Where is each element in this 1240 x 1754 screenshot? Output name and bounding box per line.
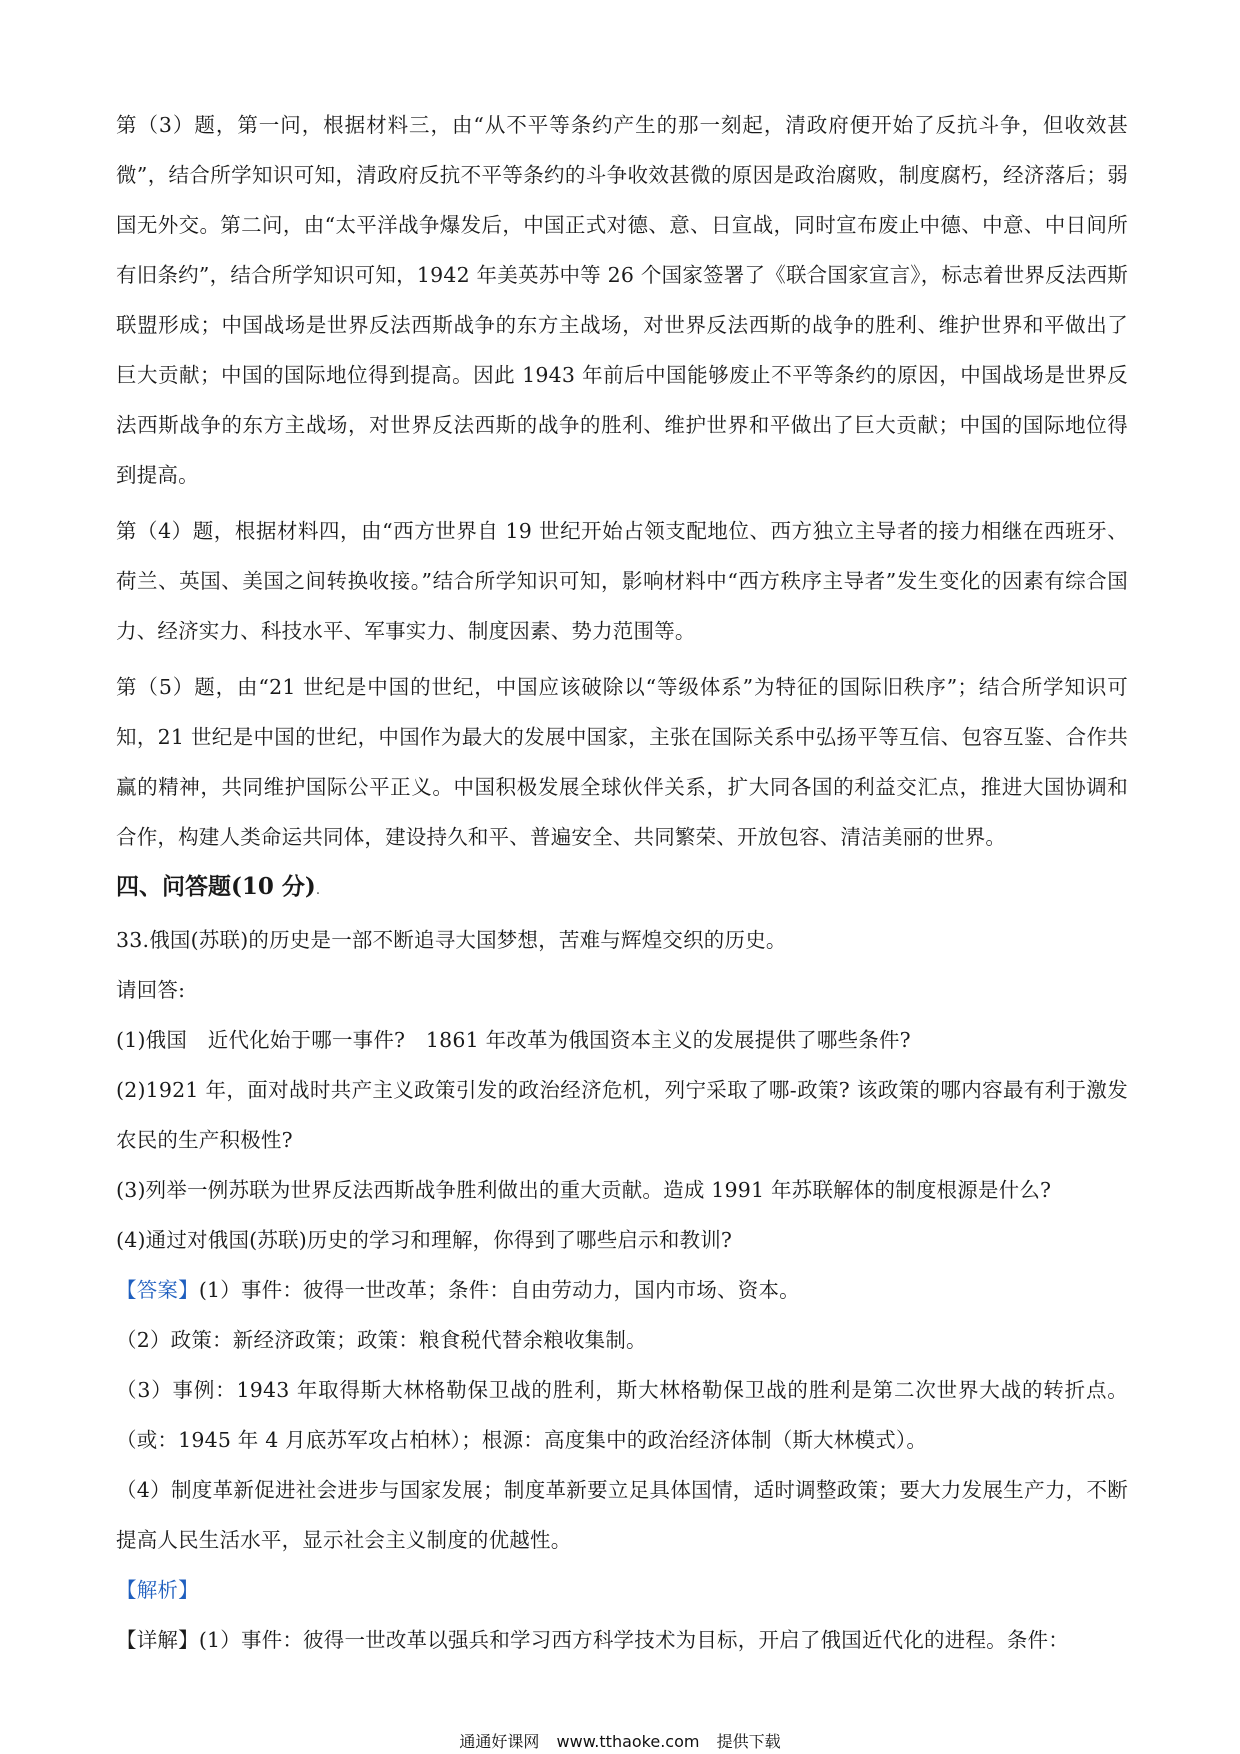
footer-note: 提供下载 bbox=[716, 1732, 781, 1751]
sub-question-2: (2)1921 年，面对战时共产主义政策引发的政治经济危机，列宁采取了哪-政策? 该政策的哪内容最有利于激发农民的生产积极性? bbox=[116, 1078, 1128, 1152]
analysis-tag: 【解析】 bbox=[116, 1578, 199, 1602]
sub-question-3: (3)列举一例苏联为世界反法西斯战争胜利做出的重大贡献。造成 1991 年苏联解体的制度根源是什么? bbox=[116, 1178, 1052, 1202]
section-heading-text: 四、问答题(10 分) bbox=[116, 873, 316, 900]
footer-site-name: 通通好课网 bbox=[459, 1732, 540, 1751]
paragraph-question-5: 第（5）题，由“21 世纪是中国的世纪，中国应该破除以“等级体系”为特征的国际旧秩序”；结合所学知识可知，21 世纪是中国的世纪，中国作为最大的发展中国家，主张在国际关系中弘扬平等互信、包容互鉴、合作共赢的精神，共同维护国际公平正义。中国积极发展全球伙伴关系，扩大同各国的利益交汇点，推进大国协调和合作，构建人类命运共同体，建设持久和平、普遍安全、共同繁荣、开放包容、清洁美丽的世界。 bbox=[116, 675, 1128, 849]
answer-4: （4）制度革新促进社会进步与国家发展；制度革新要立足具体国情，适时调整政策；要大力发展生产力，不断提高人民生活水平，显示社会主义制度的优越性。 bbox=[116, 1478, 1128, 1552]
paragraph-question-4: 第（4）题，根据材料四，由“西方世界自 19 世纪开始占领支配地位、西方独立主导者的接力相继在西班牙、荷兰、英国、美国之间转换收接。”结合所学知识可知，影响材料中“西方秩序主导者”发生变化的因素有综合国力、经济实力、科技水平、军事实力、制度因素、势力范围等。 bbox=[116, 519, 1128, 643]
detail-1 bbox=[116, 1615, 1128, 1665]
detail-1-text: (1）事件：彼得一世改革以强兵和学习西方科学技术为目标，开启了俄国近代化的进程。条件： bbox=[198, 1628, 1069, 1652]
sub-question-4: (4)通过对俄国(苏联)历史的学习和理解，你得到了哪些启示和教训? bbox=[116, 1228, 733, 1252]
detail-tag: 【详解】 bbox=[116, 1628, 199, 1652]
question-33-stem: 33.俄国(苏联)的历史是一部不断追寻大国梦想，苦难与辉煌交织的历史。 bbox=[116, 928, 787, 952]
answer-tag: 【答案】 bbox=[116, 1278, 199, 1302]
answer-3: （3）事例：1943 年取得斯大林格勒保卫战的胜利，斯大林格勒保卫战的胜利是第二次世界大战的转折点。（或：1945 年 4 月底苏军攻占柏林）；根源：高度集中的政治经济体制（斯大林模式）。 bbox=[116, 1378, 1128, 1452]
answer-2: （2）政策：新经济政策；政策：粮食税代替余粮收集制。 bbox=[116, 1328, 647, 1352]
question-prompt: 请回答: bbox=[116, 978, 186, 1002]
footer-url[interactable]: www.tthaoke.com bbox=[556, 1732, 700, 1751]
answer-1 bbox=[116, 1265, 1128, 1315]
paragraph-question-3: 第（3）题，第一问，根据材料三，由“从不平等条约产生的那一刻起，清政府便开始了反抗斗争，但收效甚微”，结合所学知识可知，清政府反抗不平等条约的斗争收效甚微的原因是政治腐败，制度腐朽，经济落后；弱国无外交。第二问，由“太平洋战争爆发后，中国正式对德、意、日宣战，同时宣布废止中德、中意、中日间所有旧条约”，结合所学知识可知，1942 年美英苏中等 26 个国家签署了《联合国家宣言》，标志着世界反法西斯联盟形成；中国战场是世界反法西斯战争的东方主战场，对世界反法西斯的战争的胜利、维护世界和平做出了巨大贡献；中国的国际地位得到提高。因此 1943 年前后中国能够废止不平等条约的原因，中国战场是世界反法西斯战争的东方主战场，对世界反法西斯的战争的胜利、维护世界和平做出了巨大贡献；中国的国际地位得到提高。 bbox=[116, 113, 1128, 487]
sub-question-1: (1)俄国 近代化始于哪一事件? 1861 年改革为俄国资本主义的发展提供了哪些条件? bbox=[116, 1028, 911, 1052]
document-body bbox=[116, 100, 1128, 1665]
section-heading bbox=[116, 862, 1128, 915]
page-footer bbox=[0, 1729, 1240, 1752]
answer-1-text: (1）事件：彼得一世改革；条件：自由劳动力，国内市场、资本。 bbox=[198, 1278, 800, 1302]
section-heading-mark: . bbox=[315, 882, 321, 898]
analysis-line bbox=[116, 1565, 1128, 1615]
